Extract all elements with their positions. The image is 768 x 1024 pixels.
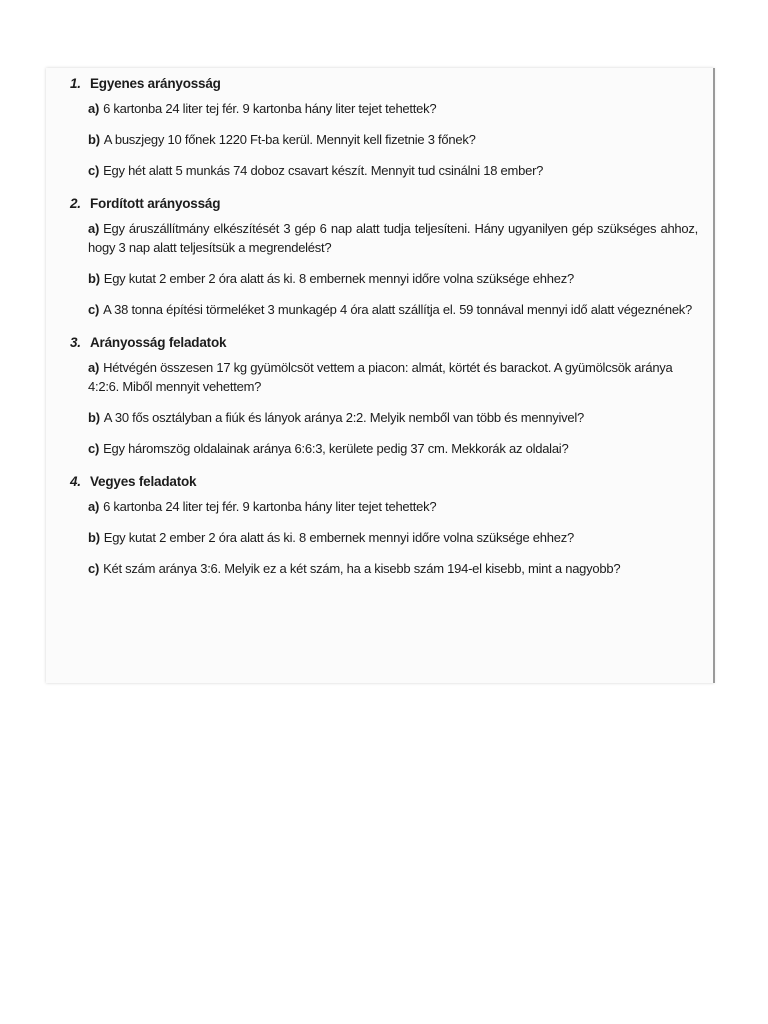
task-item: [88, 161, 698, 180]
section-heading: [70, 335, 698, 350]
task-item: [88, 99, 698, 118]
page-edge-line: [713, 68, 715, 683]
task-label: a): [88, 101, 100, 116]
worksheet-content: [70, 76, 698, 594]
section-1: [70, 76, 698, 180]
section-3: [70, 335, 698, 458]
task-item: [88, 528, 698, 547]
task-item: [88, 269, 698, 288]
section-2: [70, 196, 698, 319]
section-number: 3.: [70, 335, 81, 350]
section-title: Egyenes arányosság: [90, 76, 221, 91]
section-title: Vegyes feladatok: [90, 474, 197, 489]
task-label: c): [88, 441, 100, 456]
task-text: Egy kutat 2 ember 2 óra alatt ás ki. 8 embernek mennyi időre volna szüksége ehhez?: [103, 530, 574, 545]
task-label: a): [88, 360, 100, 375]
section-number: 1.: [70, 76, 81, 91]
task-text: Egy áruszállítmány elkészítését 3 gép 6 nap alatt tudja teljesíteni. Hány ugyanilyen gép szükséges ahhoz, hogy 3 nap alatt teljesítsük a megrendelést?: [88, 221, 698, 255]
task-label: a): [88, 499, 100, 514]
section-title: Fordított arányosság: [90, 196, 221, 211]
task-text: 6 kartonba 24 liter tej fér. 9 kartonba hány liter tejet tehettek?: [103, 101, 437, 116]
task-label: a): [88, 221, 100, 236]
section-heading: [70, 474, 698, 489]
task-label: c): [88, 163, 100, 178]
task-label: b): [88, 530, 100, 545]
task-item: [88, 408, 698, 427]
task-item: [88, 130, 698, 149]
section-4: [70, 474, 698, 578]
section-heading: [70, 76, 698, 91]
task-label: c): [88, 302, 100, 317]
task-text: Egy háromszög oldalainak aránya 6:6:3, kerülete pedig 37 cm. Mekkorák az oldalai?: [103, 441, 569, 456]
task-item: [88, 497, 698, 516]
section-number: 4.: [70, 474, 81, 489]
task-label: b): [88, 410, 100, 425]
task-label: b): [88, 132, 100, 147]
task-item: [88, 219, 698, 257]
task-text: Egy hét alatt 5 munkás 74 doboz csavart készít. Mennyit tud csinálni 18 ember?: [103, 163, 544, 178]
task-item: [88, 300, 698, 319]
task-label: c): [88, 561, 100, 576]
task-text: A 38 tonna építési törmeléket 3 munkagép 4 óra alatt szállítja el. 59 tonnával mennyi idő alatt végeznének?: [103, 302, 693, 317]
section-title: Arányosság feladatok: [90, 335, 227, 350]
section-number: 2.: [70, 196, 81, 211]
task-item: [88, 358, 698, 396]
task-text: A 30 fős osztályban a fiúk és lányok aránya 2:2. Melyik nemből van több és mennyivel?: [103, 410, 585, 425]
section-heading: [70, 196, 698, 211]
task-item: [88, 439, 698, 458]
task-text: Hétvégén összesen 17 kg gyümölcsöt vettem a piacon: almát, körtét és barackot. A gyümölcsök aránya 4:2:6. Miből mennyit vehettem?: [88, 360, 673, 394]
task-text: Egy kutat 2 ember 2 óra alatt ás ki. 8 embernek mennyi időre volna szüksége ehhez?: [103, 271, 574, 286]
task-text: 6 kartonba 24 liter tej fér. 9 kartonba hány liter tejet tehettek?: [103, 499, 437, 514]
task-item: [88, 559, 698, 578]
task-text: A buszjegy 10 főnek 1220 Ft-ba kerül. Mennyit kell fizetnie 3 főnek?: [103, 132, 476, 147]
task-text: Két szám aránya 3:6. Melyik ez a két szám, ha a kisebb szám 194-el kisebb, mint a nagyobb?: [103, 561, 621, 576]
task-label: b): [88, 271, 100, 286]
